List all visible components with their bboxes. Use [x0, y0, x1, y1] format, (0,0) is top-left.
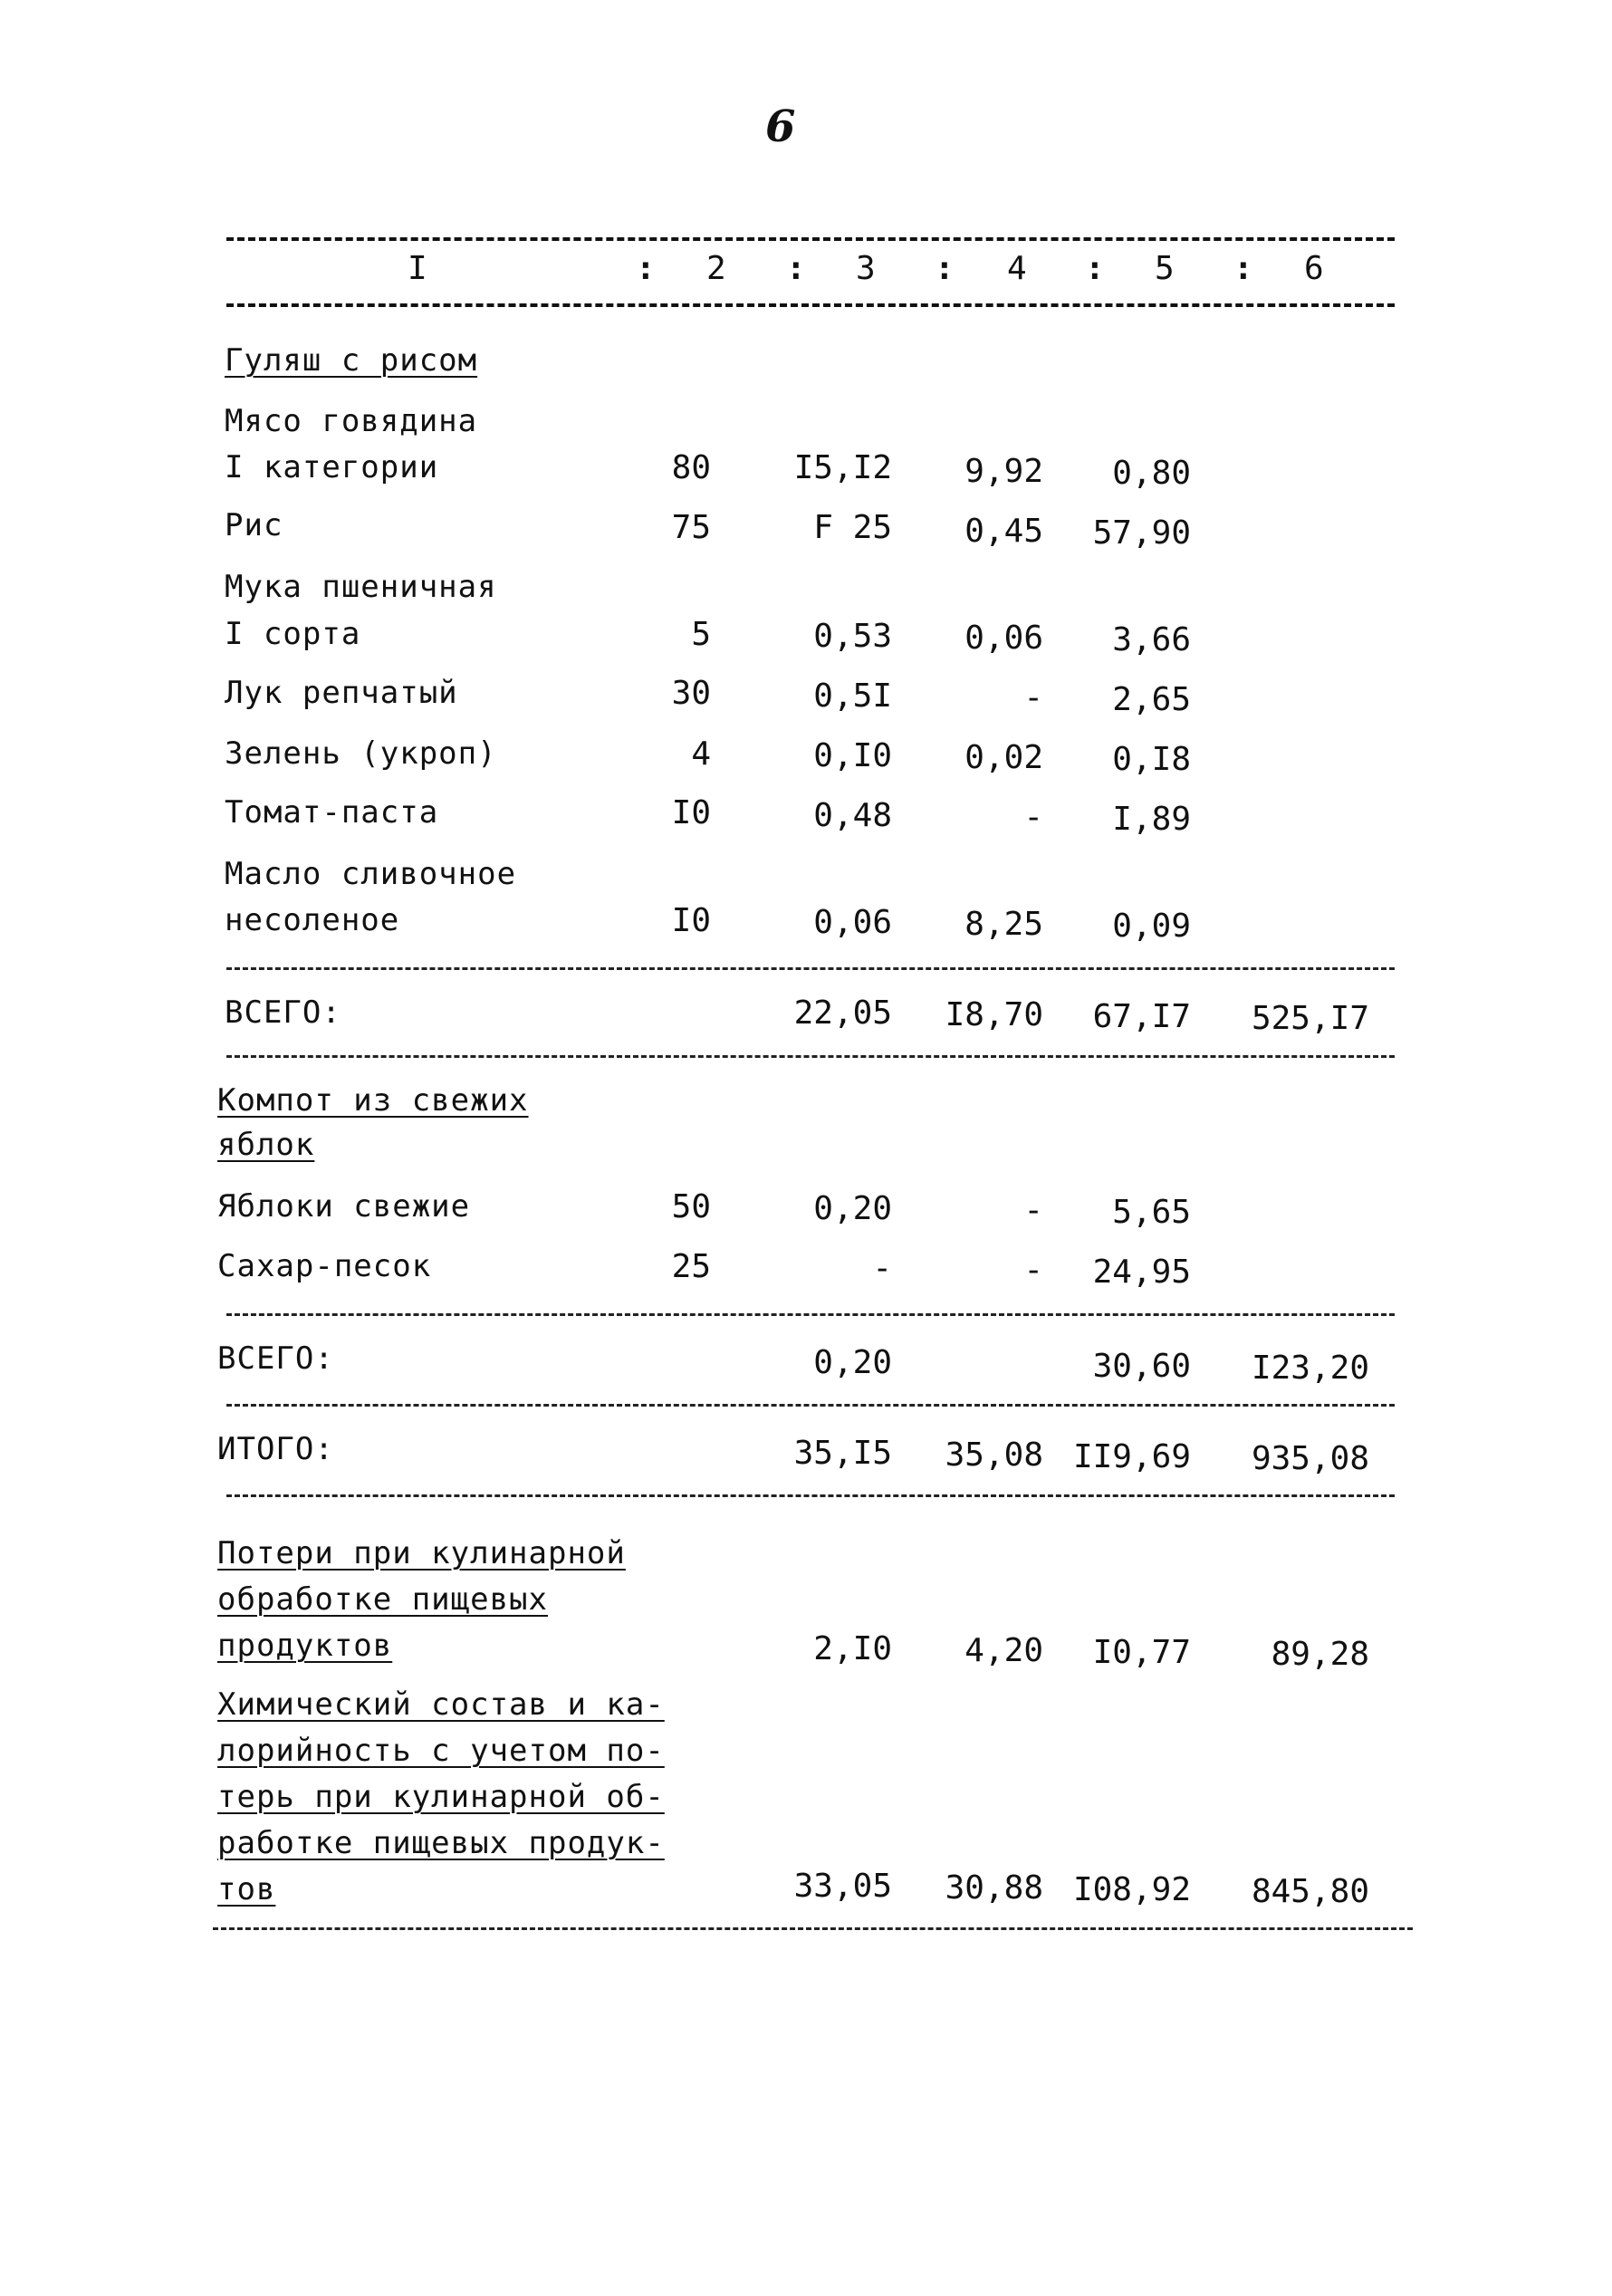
cell-col-2: 25: [671, 1248, 711, 1285]
table-end-rule: [213, 1927, 1413, 1930]
cell-col-5: 24,95: [1092, 1254, 1191, 1291]
cell-col-2: I0: [671, 902, 711, 939]
section-title-goulash: Гуляш с рисом: [225, 342, 478, 379]
cell-col-2: 75: [671, 509, 711, 546]
cell-col-3: 0,20: [813, 1190, 892, 1227]
cell-col-2: 80: [671, 449, 711, 486]
cell-col-5: 0,09: [1112, 908, 1191, 945]
row-label: Мука пшеничная: [225, 569, 497, 605]
header-bottom-rule: [226, 303, 1395, 307]
rule: [226, 967, 1395, 970]
row-label: Мясо говядина: [225, 403, 478, 439]
cell-col-3: F 25: [813, 509, 892, 546]
chem-col-3: 33,05: [793, 1868, 892, 1905]
chem-label: лорийность с учетом по-: [217, 1733, 665, 1769]
total-col-6: I23,20: [1251, 1350, 1369, 1387]
header-col-6: 6: [1304, 250, 1324, 287]
section-title-compote: Компот из свежих: [217, 1082, 529, 1119]
itogo-col-3: 35,I5: [793, 1435, 892, 1472]
total-col-3: 22,05: [793, 994, 892, 1032]
total-col-3: 0,20: [813, 1344, 892, 1381]
itogo-col-4: 35,08: [945, 1436, 1043, 1474]
header-col-1: I: [408, 250, 427, 287]
header-col-3: 3: [856, 250, 876, 287]
chem-label: Химический состав и ка-: [217, 1686, 665, 1723]
cell-col-4: -: [1023, 1252, 1043, 1289]
cell-col-4: 0,45: [964, 513, 1043, 550]
losses-col-4: 4,20: [964, 1632, 1043, 1669]
total-col-6: 525,I7: [1251, 1000, 1369, 1037]
itogo-label: ИТОГО:: [217, 1431, 334, 1467]
cell-col-5: 5,65: [1112, 1194, 1191, 1231]
rule: [226, 1494, 1395, 1497]
header-separator: :: [935, 250, 955, 287]
cell-col-3: I5,I2: [793, 449, 892, 486]
row-label: Сахар-песок: [217, 1248, 432, 1284]
chem-col-5: I08,92: [1072, 1871, 1191, 1908]
cell-col-3: 0,53: [813, 618, 892, 655]
section-title-compote: яблок: [217, 1127, 315, 1163]
row-label: I сорта: [225, 616, 361, 652]
header-separator: :: [1085, 250, 1105, 287]
row-label: Яблоки свежие: [217, 1188, 471, 1225]
losses-label: продуктов: [217, 1628, 393, 1664]
cell-col-4: -: [1023, 679, 1043, 716]
total-col-4: I8,70: [945, 996, 1043, 1033]
cell-col-5: 0,80: [1112, 455, 1191, 492]
cell-col-5: 2,65: [1112, 681, 1191, 718]
cell-col-3: -: [872, 1250, 892, 1287]
row-label: Масло сливочное: [225, 856, 517, 892]
cell-col-2: 50: [671, 1188, 711, 1225]
row-label: Томат-паста: [225, 794, 439, 831]
cell-col-5: I,89: [1112, 801, 1191, 838]
cell-col-2: 30: [671, 675, 711, 712]
rule: [226, 1055, 1395, 1058]
header-separator: :: [636, 250, 656, 287]
cell-col-5: 0,I8: [1112, 741, 1191, 778]
cell-col-4: -: [1023, 1192, 1043, 1229]
header-separator: :: [786, 250, 806, 287]
total-col-5: 67,I7: [1092, 998, 1191, 1035]
row-label: I категории: [225, 449, 439, 485]
rule: [226, 1404, 1395, 1407]
cell-col-2: I0: [671, 794, 711, 831]
header-col-5: 5: [1155, 250, 1175, 287]
row-label: несоленое: [225, 902, 400, 938]
cell-col-3: 0,5I: [813, 677, 892, 715]
cell-col-2: 5: [691, 616, 711, 653]
cell-col-4: 0,06: [964, 620, 1043, 657]
losses-col-6: 89,28: [1271, 1636, 1369, 1673]
cell-col-4: 9,92: [964, 453, 1043, 490]
losses-label: обработке пищевых: [217, 1581, 548, 1618]
cell-col-4: 0,02: [964, 739, 1043, 776]
page-number: 6: [765, 101, 796, 152]
cell-col-2: 4: [691, 735, 711, 773]
row-label: Лук репчатый: [225, 675, 458, 711]
total-label: ВСЕГО:: [217, 1340, 334, 1377]
itogo-col-5: II9,69: [1072, 1438, 1191, 1475]
cell-col-5: 3,66: [1112, 621, 1191, 658]
cell-col-4: -: [1023, 799, 1043, 836]
chem-label: терь при кулинарной об-: [217, 1779, 665, 1815]
total-label: ВСЕГО:: [225, 994, 341, 1031]
row-label: Зелень (укроп): [225, 735, 497, 772]
header-col-4: 4: [1007, 250, 1027, 287]
chem-label: работке пищевых продук-: [217, 1825, 665, 1861]
total-col-5: 30,60: [1092, 1348, 1191, 1385]
header-col-2: 2: [706, 250, 726, 287]
chem-label: тов: [217, 1871, 276, 1907]
cell-col-3: 0,48: [813, 797, 892, 834]
cell-col-3: 0,06: [813, 904, 892, 941]
cell-col-3: 0,I0: [813, 737, 892, 774]
rule: [226, 1313, 1395, 1316]
header-top-rule: [226, 237, 1395, 241]
chem-col-4: 30,88: [945, 1869, 1043, 1907]
cell-col-4: 8,25: [964, 906, 1043, 943]
losses-label: Потери при кулинарной: [217, 1535, 626, 1571]
header-separator: :: [1233, 250, 1253, 287]
itogo-col-6: 935,08: [1251, 1440, 1369, 1477]
losses-col-5: I0,77: [1092, 1634, 1191, 1671]
row-label: Рис: [225, 507, 283, 543]
cell-col-5: 57,90: [1092, 514, 1191, 552]
losses-col-3: 2,I0: [813, 1630, 892, 1667]
chem-col-6: 845,80: [1251, 1873, 1369, 1910]
